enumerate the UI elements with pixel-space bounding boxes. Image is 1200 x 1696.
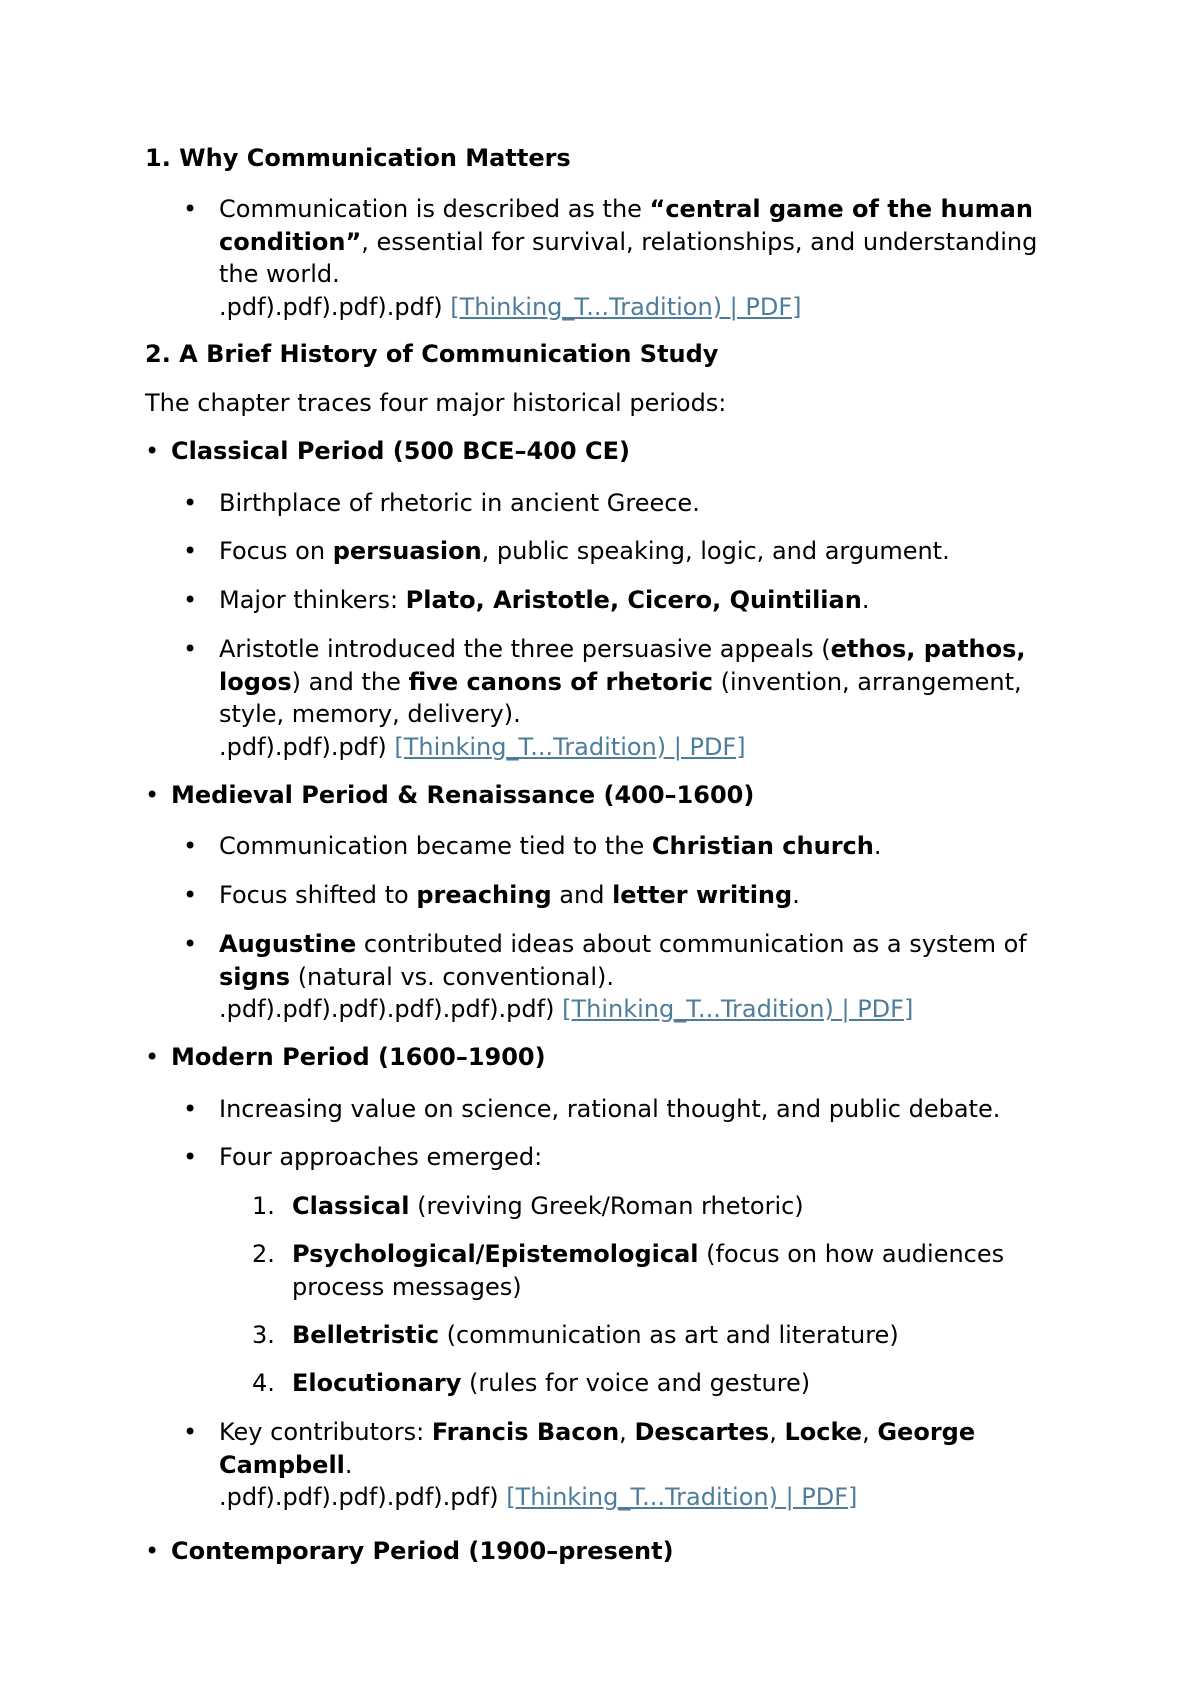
bullet-icon: • — [145, 781, 160, 809]
bullet-icon: • — [183, 930, 198, 958]
source-link[interactable]: [Thinking_T...Tradition) | PDF] — [506, 1483, 858, 1511]
list-item-text: Four approaches emerged: — [219, 1143, 543, 1171]
source-link[interactable]: [Thinking_T...Tradition) | PDF] — [562, 995, 914, 1023]
numbered-item — [252, 1319, 1062, 1352]
list-item — [183, 584, 1063, 617]
bullet-icon: • — [183, 635, 198, 663]
list-item-text: Birthplace of rhetoric in ancient Greece. — [219, 489, 700, 517]
list-item — [183, 879, 1063, 912]
numbered-item — [252, 1238, 1062, 1304]
source-link[interactable]: [Thinking_T...Tradition) | PDF] — [394, 732, 746, 761]
section-heading-history: 2. A Brief History of Communication Study — [145, 340, 719, 368]
period-heading-medieval: • Medieval Period & Renaissance (400–1600) — [145, 781, 755, 809]
item-number: 3. — [252, 1321, 275, 1349]
section-heading-why-communication: 1. Why Communication Matters — [145, 144, 571, 172]
item-number: 2. — [252, 1240, 275, 1268]
bullet-icon: • — [183, 1095, 198, 1123]
bullet-icon: • — [145, 437, 160, 465]
numbered-item — [252, 1190, 1062, 1223]
period-heading-contemporary: • Contemporary Period (1900–present) — [145, 1537, 674, 1565]
list-item-text: Focus on persuasion, public speaking, logic, and argument. — [219, 537, 950, 565]
list-item-text: Communication is described as the “central game of the human condition”, essential for survival, relationships, and understanding the world. .pdf).pdf).pdf).pdf) [Thinking_T...Tradition) | PDF] — [219, 195, 1038, 321]
list-item-text: Aristotle introduced the three persuasive appeals (ethos, pathos, logos) and the five canons of rhetoric (invention, arrangement, style, memory, delivery). .pdf).pdf).pdf) [Thinking_T...Tradition) | PDF] — [219, 635, 1026, 761]
list-item — [183, 830, 1063, 863]
item-number: 4. — [252, 1369, 275, 1397]
numbered-item-text: Elocutionary (rules for voice and gesture) — [292, 1369, 811, 1397]
list-item-text: Major thinkers: Plato, Aristotle, Cicero, Quintilian. — [219, 586, 870, 614]
source-prefix: .pdf).pdf).pdf).pdf).pdf) — [219, 1483, 507, 1511]
list-item — [183, 1093, 1063, 1126]
list-item — [183, 193, 1063, 323]
bullet-icon: • — [183, 537, 198, 565]
bullet-icon: • — [183, 881, 198, 909]
bullet-icon: • — [145, 1043, 160, 1071]
period-heading-classical: • Classical Period (500 BCE–400 CE) — [145, 437, 630, 465]
numbered-item — [252, 1367, 1062, 1400]
intro-paragraph: The chapter traces four major historical periods: — [145, 389, 727, 417]
bullet-icon: • — [183, 586, 198, 614]
source-prefix: .pdf).pdf).pdf).pdf).pdf).pdf) — [219, 995, 563, 1023]
list-item — [183, 487, 1063, 520]
bullet-icon: • — [145, 1537, 160, 1565]
bullet-icon: • — [183, 1143, 198, 1171]
item-number: 1. — [252, 1192, 275, 1220]
list-item-text: Focus shifted to preaching and letter writing. — [219, 881, 800, 909]
numbered-item-text: Belletristic (communication as art and literature) — [292, 1321, 899, 1349]
bullet-icon: • — [183, 489, 198, 517]
list-item-text: Augustine contributed ideas about communication as a system of signs (natural vs. conventional). .pdf).pdf).pdf).pdf).pdf).pdf) [Thinking_T...Tradition) | PDF] — [219, 930, 1027, 1023]
numbered-item-text: Psychological/Epistemological (focus on how audiences process messages) — [292, 1240, 1005, 1301]
list-item — [183, 633, 1063, 763]
list-item — [183, 928, 1063, 1026]
list-item — [183, 535, 1063, 568]
list-item-text: Increasing value on science, rational thought, and public debate. — [219, 1095, 1001, 1123]
bullet-icon: • — [183, 832, 198, 860]
source-prefix: .pdf).pdf).pdf) — [219, 732, 395, 761]
bullet-icon: • — [183, 195, 198, 223]
list-item — [183, 1416, 1063, 1514]
period-heading-modern: • Modern Period (1600–1900) — [145, 1043, 546, 1071]
source-prefix: .pdf).pdf).pdf).pdf) — [219, 292, 451, 321]
list-item-text: Communication became tied to the Christian church. — [219, 832, 882, 860]
list-item — [183, 1141, 1063, 1174]
bullet-icon: • — [183, 1418, 198, 1446]
list-item-text: Key contributors: Francis Bacon, Descartes, Locke, George Campbell. .pdf).pdf).pdf).pdf).pdf) [Thinking_T...Tradition) | PDF] — [219, 1418, 976, 1511]
source-link[interactable]: [Thinking_T...Tradition) | PDF] — [450, 292, 802, 321]
numbered-item-text: Classical (reviving Greek/Roman rhetoric) — [292, 1192, 804, 1220]
